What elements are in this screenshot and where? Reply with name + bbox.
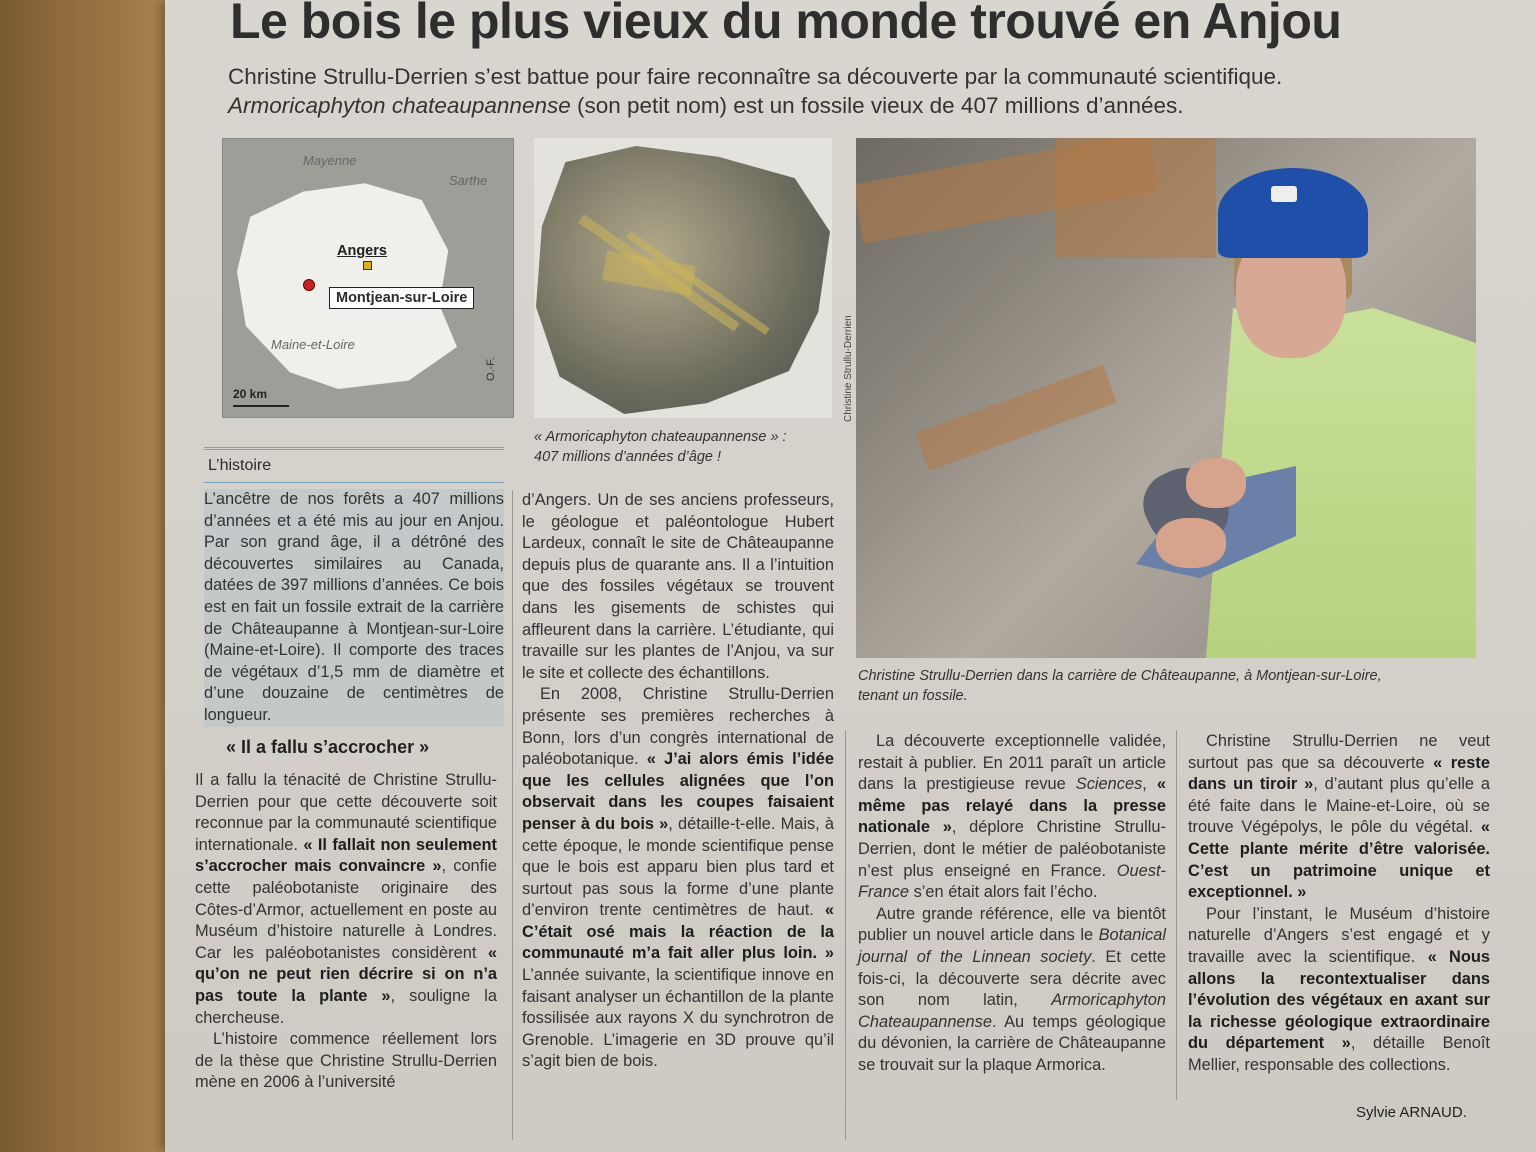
journal-name: Botanical journal of the Linnean society <box>858 926 1166 966</box>
quote: « C’était osé mais la réaction de la communauté m’a fait aller plus loin. » <box>522 901 834 963</box>
col1-paragraph-2: L’histoire commence réellement lors de la thèse que Christine Strullu-Derrien mène en 2006 à l’université <box>195 1030 497 1092</box>
hard-hat-logo-icon <box>1271 186 1297 202</box>
photo-caption <box>858 666 1498 706</box>
subhead-line-1: Christine Strullu-Derrien s’est battue pour faire reconnaître sa découverte par la communauté scientifique. <box>228 64 1283 89</box>
hard-hat <box>1218 168 1368 258</box>
map-label-mayenne: Mayenne <box>303 153 357 168</box>
map-scale-bar <box>233 405 289 407</box>
quote: « J’ai alors émis l’idée que les cellules alignées que l’on observait dans les coupes faisaient penser à du bois » <box>522 750 834 833</box>
subhead-line-2-rest: (son petit nom) est un fossile vieux de 407 millions d’années. <box>570 93 1184 118</box>
text-run: Il a fallu la ténacité de Christine Strullu-Derrien pour que cette découverte soit reconnue par la communauté scientifique internationale. <box>195 771 497 854</box>
fossil-caption-line-1: « Armoricaphyton chateaupannense » : <box>534 429 787 445</box>
text-run: L’année suivante, la scientifique innove en faisant analyser un échantillon de la plante fossilisée aux rayons X du synchrotron de Grenoble. L’imagerie en 3D prouve qu’il s’agit bien de bois. <box>522 966 834 1071</box>
text-run: , confie cette paléobotaniste originaire des Côtes-d’Armor, actuellement en poste au Muséum d’histoire naturelle à Londres. Car les paléobotanistes considèrent <box>195 857 497 962</box>
location-map <box>222 138 514 418</box>
montjean-marker-icon <box>303 279 315 291</box>
rock-texture <box>915 365 1117 471</box>
box-text <box>204 489 504 727</box>
map-label-maine-et-loire: Maine-et-Loire <box>271 337 355 352</box>
text-run: Christine Strullu-Derrien ne veut surtout pas que sa découverte <box>1188 732 1490 772</box>
section-heading: « Il a fallu s’accrocher » <box>226 737 430 757</box>
text-run: La découverte exceptionnelle validée, restait à publier. En 2011 paraît un article dans la prestigieuse revue <box>858 732 1166 794</box>
text-run: , déplore Christine Strullu-Derrien, dont le métier de paléobotaniste n’est plus enseigné en France. <box>858 818 1166 880</box>
col2-paragraph-2 <box>522 684 834 1073</box>
quote: « Il fallait non seulement s’accrocher mais convaincre » <box>195 835 498 876</box>
scientist-photo <box>856 138 1476 658</box>
subheadline <box>228 62 1508 120</box>
column-separator <box>512 490 513 1140</box>
map-city-angers: Angers <box>337 243 387 259</box>
column-separator <box>845 730 846 1140</box>
box-title: L’histoire <box>208 457 272 474</box>
text-run: Autre grande référence, elle va bientôt publier un nouvel article dans le <box>858 904 1166 945</box>
photo-caption-line-1: Christine Strullu-Derrien dans la carrière de Châteaupanne, à Montjean-sur-Loire, <box>858 668 1382 684</box>
quote: « Cette plante mérite d’être valorisée. C’est un patrimoine unique et exceptionnel. » <box>1188 818 1490 902</box>
column-2 <box>522 490 834 1073</box>
text-run: s’en était alors fait l’écho. <box>909 883 1098 902</box>
map-label-sarthe: Sarthe <box>449 173 488 188</box>
col1-paragraph-1 <box>195 770 497 1029</box>
species-name: Armoricaphyton chateaupannense <box>228 93 571 118</box>
fossil-caption-line-2: 407 millions d’années d’âge ! <box>534 449 722 465</box>
text-run: . Et cette fois-ci, la découverte sera décrite avec son nom latin, <box>858 947 1166 1010</box>
text-run: . Au temps géologique du dévonien, la carrière de Châteaupanne se trouvait sur la plaque Armorica. <box>858 1012 1166 1074</box>
quote: « même pas relayé dans la presse nationale » <box>858 775 1166 837</box>
map-credit: O.-F. <box>485 357 497 381</box>
hand <box>1186 458 1246 508</box>
column-4 <box>1188 731 1490 1077</box>
quote: « reste dans un tiroir » <box>1188 753 1490 794</box>
map-highlight-montjean: Montjean-sur-Loire <box>329 287 474 309</box>
col3-paragraph-1 <box>858 731 1166 904</box>
col2-paragraph-1: d’Angers. Un de ses anciens professeurs, le géologue et paléontologue Hubert Lardeux, connaît le site de Châteaupanne depuis plus de quarante ans. Il a l’intuition que des fossiles végétaux se trouvent dans les gisements de schistes qui affleurent dans la carrière. L’étudiante, qui travaille sur les plantes de l’Anjou, va sur le site et collecte des échantillons. <box>522 491 834 682</box>
journal-name: Sciences <box>1075 775 1143 794</box>
map-scale-label: 20 km <box>233 387 268 401</box>
box-paragraph: L’ancêtre de nos forêts a 407 millions d’années et a été mis au jour en Anjou. Par son grand âge, il a détrôné des découvertes similaires au Canada, datées de 397 millions d’années. Ce bois est en fait un fossile extrait de la carrière de Châteaupanne à Montjean-sur-Loire (Maine-et-Loire). Il comporte des traces de végétaux d’1,5 mm de diamètre et d’une douzaine de centimètres de longueur. <box>204 490 504 724</box>
quote: « Nous allons la recontextualiser dans l’évolution des végétaux en axant sur la richesse géologique extraordinaire du département » <box>1188 947 1490 1053</box>
column-3 <box>858 731 1166 1077</box>
text-run: , d’autant plus qu’elle a été faite dans le Maine-et-Loire, où se trouve Végépolys, le pôle du végétal. <box>1188 775 1490 837</box>
text-run: , détaille-t-elle. Mais, à cette époque, le monde scientifique pense que le bois est apparu bien plus tard et surtout pas sous la forme d’une plante d’environ trente centimètres de haut. <box>522 814 834 920</box>
hand <box>1156 518 1226 568</box>
headline: Le bois le plus vieux du monde trouvé en Anjou <box>230 0 1342 49</box>
subhead-line-2 <box>228 91 1508 120</box>
text-run: , souligne la chercheuse. <box>195 986 497 1027</box>
author-signature: Sylvie ARNAUD. <box>1356 1104 1467 1121</box>
col3-paragraph-2 <box>858 904 1166 1077</box>
column-separator <box>1176 730 1177 1100</box>
species-name: Armoricaphyton Chateaupannense <box>858 991 1166 1031</box>
quote: « qu’on ne peut rien décrire si on n’a pas toute la plante » <box>195 943 497 1005</box>
maine-et-loire-shape <box>237 179 457 389</box>
text-run: Pour l’instant, le Muséum d’histoire naturelle d’Angers s’est engagé et y travaille avec la scientifique. <box>1188 904 1490 966</box>
text-run: , détaille Benoît Mellier, responsable des collections. <box>1188 1034 1490 1074</box>
photo-caption-line-2: tenant un fossile. <box>858 688 968 704</box>
newspaper-name: Ouest-France <box>858 861 1166 902</box>
text-run: En 2008, Christine Strullu-Derrien présente ses premières recherches à Bonn, lors d’un congrès international de paléobotanique. <box>522 685 834 769</box>
col4-paragraph-2 <box>1188 904 1490 1077</box>
col4-paragraph-1 <box>1188 731 1490 904</box>
text-run: , <box>1142 775 1157 794</box>
fossil-photo <box>534 138 832 418</box>
column-1 <box>195 770 497 1094</box>
fossil-caption <box>534 427 834 467</box>
box-header <box>204 447 504 483</box>
fossil-photo-credit: Christine Strullu-Derrien <box>843 315 854 422</box>
angers-marker-icon <box>363 261 372 270</box>
rock-texture <box>1056 138 1216 258</box>
